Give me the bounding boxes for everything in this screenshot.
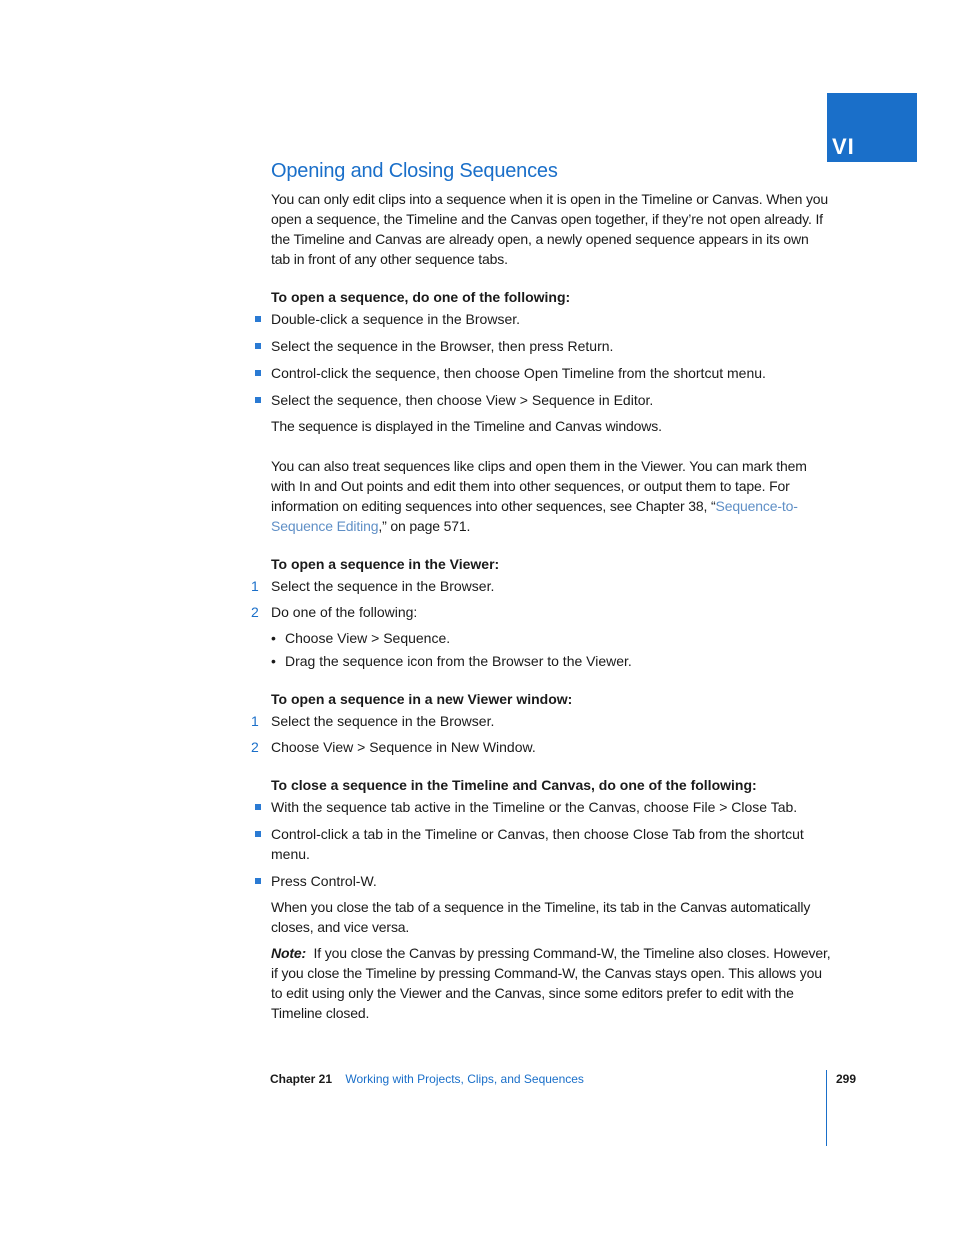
part-tab-label: VI: [832, 134, 855, 159]
close-options-list: [271, 797, 831, 891]
list-item: Double-click a sequence in the Browser.: [271, 309, 831, 329]
part-tab: [827, 93, 917, 162]
list-item: Select the sequence, then choose View > Sequence in Editor.: [271, 390, 831, 410]
step-item: [251, 711, 831, 731]
step-number: 2: [251, 739, 259, 755]
list-item: Control-click the sequence, then choose Open Timeline from the shortcut menu.: [271, 363, 831, 383]
procedure-heading-new-window: To open a sequence in a new Viewer window:: [271, 691, 573, 707]
step-item: [251, 737, 831, 757]
step-item: [251, 602, 831, 671]
sub-list-item: • Choose View > Sequence.: [285, 628, 831, 648]
list-item: With the sequence tab active in the Timeline or the Canvas, choose File > Close Tab.: [271, 797, 831, 817]
step-text: Select the sequence in the Browser.: [271, 713, 495, 729]
open-options-list: [271, 309, 831, 410]
sub-list-item: • Drag the sequence icon from the Browser to the Viewer.: [285, 651, 831, 671]
close-result-paragraph: When you close the tab of a sequence in the Timeline, its tab in the Canvas automatically closes, and vice versa.: [271, 899, 811, 935]
new-window-steps-list: [251, 711, 831, 757]
intro-paragraph: You can only edit clips into a sequence when it is open in the Timeline or Canvas. When you open a sequence, the Timeline and the Canvas open together, if they’re not open already. If the Timeline and Canvas are already open, a newly opened sequence appears in its own tab in front of any other sequence tabs.: [271, 191, 829, 267]
page-footer: [270, 1072, 584, 1086]
step-number: 1: [251, 578, 259, 594]
procedure-heading-close: To close a sequence in the Timeline and Canvas, do one of the following:: [271, 777, 757, 793]
step-text: Do one of the following:: [271, 604, 418, 620]
viewer-steps-list: [251, 576, 831, 671]
footer-divider: [826, 1070, 827, 1146]
sub-options-list: [271, 628, 831, 671]
list-item: Press Control-W.: [271, 871, 831, 891]
footer-chapter: Chapter 21: [270, 1072, 333, 1086]
page-number: 299: [836, 1072, 857, 1086]
result-paragraph: The sequence is displayed in the Timeline and Canvas windows.: [271, 418, 662, 434]
cross-reference-link[interactable]: Sequence-to-Sequence Editing: [271, 498, 798, 534]
list-item: Control-click a tab in the Timeline or Canvas, then choose Close Tab from the shortcut menu.: [271, 824, 831, 864]
step-text: Choose View > Sequence in New Window.: [271, 739, 536, 755]
procedure-heading-viewer: To open a sequence in the Viewer:: [271, 556, 500, 572]
step-number: 1: [251, 713, 259, 729]
note-label: Note:: [271, 945, 307, 961]
also-text-after: ,” on page 571.: [378, 518, 471, 534]
also-text-before: You can also treat sequences like clips and open them in the Viewer. You can mark them with In and Out points and edit them into other sequences, or output them to tape. For information on editing sequences into other sequences, see Chapter 38, “: [271, 458, 807, 514]
step-number: 2: [251, 604, 259, 620]
list-item: Select the sequence in the Browser, then press Return.: [271, 336, 831, 356]
section-title: Opening and Closing Sequences: [271, 160, 558, 182]
note-paragraph: [271, 943, 831, 1023]
note-text: If you close the Canvas by pressing Command-W, the Timeline also closes. However, if you close the Timeline by pressing Command-W, the Canvas stays open. This allows you to edit using only the Viewer and the Canvas, since some editors prefer to edit with the Timeline closed.: [271, 945, 831, 1021]
footer-chapter-title[interactable]: Working with Projects, Clips, and Sequences: [345, 1072, 584, 1086]
also-paragraph: [271, 456, 831, 536]
page-content: [251, 160, 831, 1036]
step-text: Select the sequence in the Browser.: [271, 578, 495, 594]
procedure-heading-open: To open a sequence, do one of the following:: [271, 289, 571, 305]
step-item: [251, 576, 831, 596]
